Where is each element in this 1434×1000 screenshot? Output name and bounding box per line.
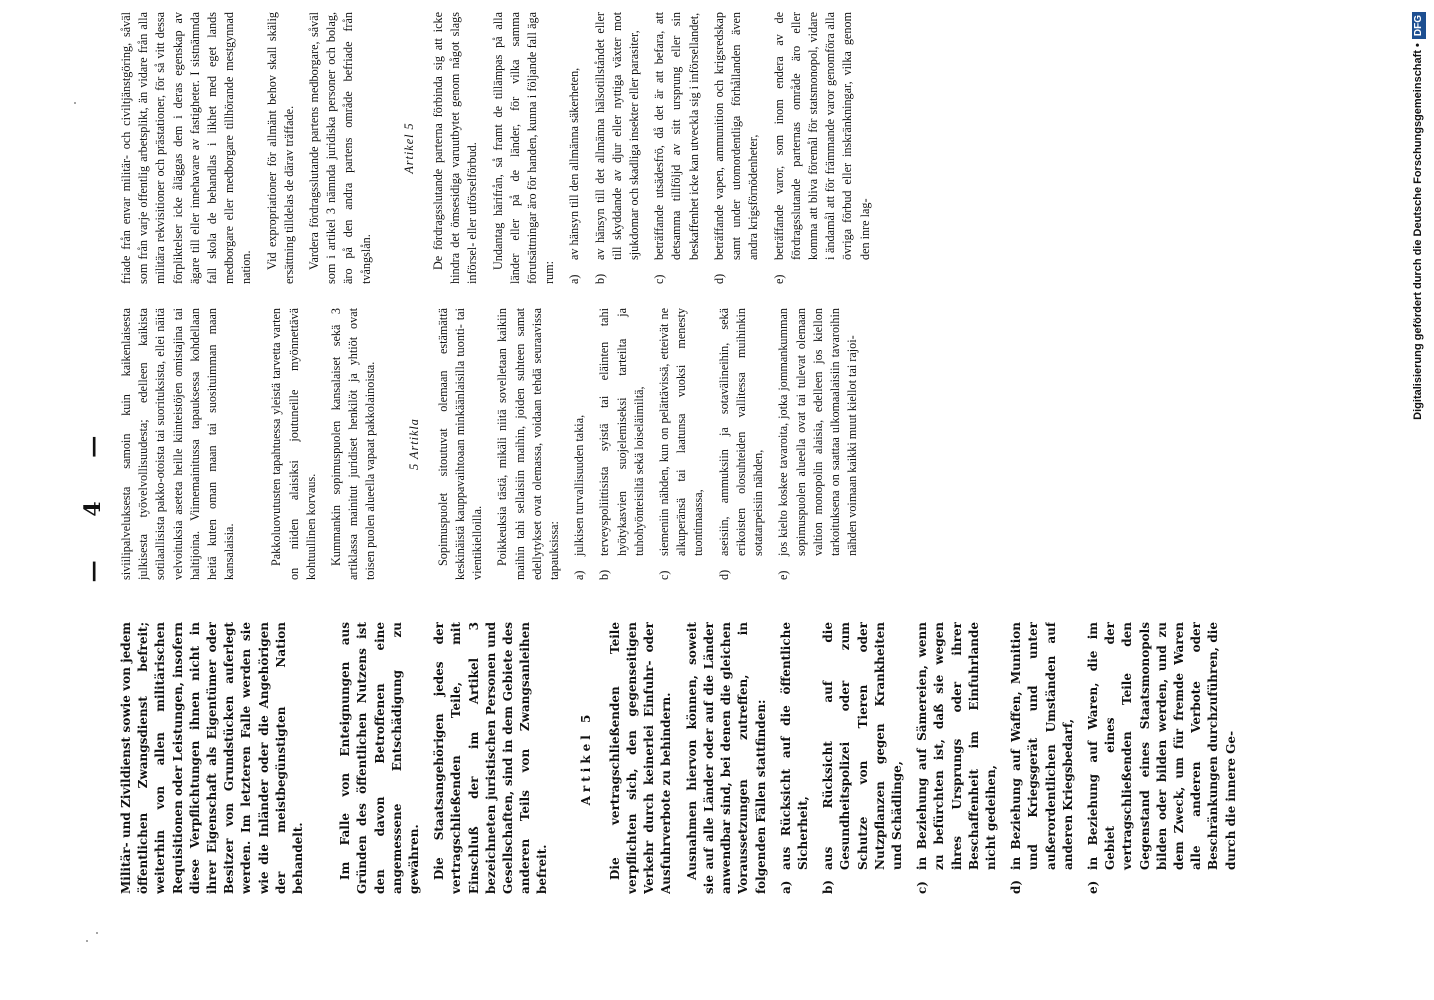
- german-column: [118, 622, 1298, 894]
- dfg-logo-badge: DFG: [1412, 12, 1426, 39]
- scan-speck: [74, 102, 76, 104]
- item-text: in Beziehung auf Waffen, Munition und Kriegsgerät und unter außerordentlichen Umständen auf anderen Kriegsbedarf,: [1009, 622, 1075, 870]
- finnish-paragraph-3: Kummankin sopimuspuolen kansalaiset sekä 3 artiklassa mainitut juridiset henkilöt ja yhtiöt ovat toisen puolen alueella vapaat pakkolainoista.: [329, 308, 378, 580]
- swedish-article-heading: Artikel 5: [401, 122, 416, 174]
- item-label: a): [567, 274, 582, 284]
- sidebar-credit-text: Digitalisierung gefördert durch die Deutsche Forschungsgemeinschaft •: [1412, 43, 1424, 420]
- german-list-item: [1008, 622, 1077, 894]
- german-paragraph-1: Militär- und Zivildienst sowie von jedem öffentlichen Zwangsdienst befreit; weiterhin von allen militärischen Requisitionen oder Leistungen, insofern diese Verpflichtungen ihnen nicht in ihrer Eigenschaft als Eigentümer oder Besitzer von Grundstücken auferlegt werden. Im letzteren Falle werden sie wie die Inländer oder die Angehörigen der meistbegünstigten Nation behandelt.: [119, 622, 306, 894]
- item-text: av hänsyn till den allmänna säkerheten,: [567, 67, 582, 260]
- finnish-paragraph-1: siviilipalveluksesta samoin kuin kaikenlaisesta julkisesta työvelvollisuudesta; edelleen kaikista sotilaallisista pakko-otoista tai suorituksista, ellei näitä velvoituksia aseteta heille kiinteistöjen omistajina tai haltijoina. Viimemainitussa tapauksessa kohdellaan heitä kuten oman maan tai suosituimman maan kansalaisia.: [119, 308, 237, 580]
- german-article-heading: Artikel 5: [578, 710, 593, 806]
- item-label: b): [597, 569, 612, 580]
- page-number: — 4 —: [80, 417, 106, 583]
- finnish-paragraph-5: Poikkeuksia tästä, mikäli niitä sovelletaan kaikiin maihin tahi sellaisiin maihin, joiden suhteen samat edellytykset ovat olemassa, voidaan tehdä seuraavissa tapauksissa:: [495, 308, 562, 580]
- swedish-paragraph-5: Undantag härifrån, så framt de tillämpas på alla länder eller på de länder, för vilka samma förutsättningar äro för handen, kunna i följande fall äga rum:: [490, 12, 557, 284]
- finnish-article-heading: 5 Artikla: [406, 418, 421, 470]
- finnish-paragraph-4: Sopimuspuolet sitoutuvat olemaan estämättä keskinäistä kauppavaihtoaan minkäänlaisilla tuonti- tai vientikielloilla.: [435, 308, 485, 580]
- item-text: julkisen turvallisuuden takia,: [572, 414, 587, 556]
- finnish-list-item: [656, 308, 708, 580]
- item-text: in Beziehung auf Waren, die im Gebiet eines der vertragschließenden Teile den Gegenstand eines Staatsmonopols bilden oder bilden werden, und zu dem Zweck, um für fremde Waren alle anderen Verbote oder Beschränkungen durchzuführen, die durch die innere Ge-: [1085, 622, 1238, 870]
- item-label: c): [657, 570, 672, 580]
- item-label: a): [572, 570, 587, 580]
- item-label: e): [771, 274, 786, 284]
- item-label: b): [592, 273, 607, 284]
- item-label: d): [716, 569, 731, 580]
- item-label: d): [1009, 879, 1024, 894]
- german-list-item: [778, 622, 812, 894]
- item-label: a): [778, 880, 793, 894]
- german-list-item: [820, 622, 906, 894]
- item-text: aus Rücksicht auf die öffentliche Sicherheit,: [778, 622, 810, 870]
- german-list-item: [914, 622, 1000, 894]
- german-paragraph-3: Die Staatsangehörigen jedes der vertragschließenden Teile, mit Einschluß der im Artikel 3 bezeichneten juristischen Personen und Gesellschaften, sind in dem Gebiete des anderen Teils von Zwangsanleihen befreit.: [432, 622, 550, 894]
- german-paragraph-2: Im Falle von Enteignungen aus Gründen des öffentlichen Nutzens ist den davon Betroffenen eine angemessene Entschädigung zu gewähren.: [338, 622, 422, 894]
- item-text: siemeniin nähden, kun on pelättävissä, etteivät ne alkuperänsä tai laatunsa vuoksi menesty tuontimaassa,: [657, 308, 706, 556]
- swedish-paragraph-3: Vardera fördragsslutande partens medborgare, såväl som i artikel 3 nämnda juridiska personer och bolag, äro på den andra partens område befriade från tvångslån.: [307, 12, 373, 284]
- swedish-paragraph-1: friade från envar militär- och civiltjänstgöring, såväl som från varje offentlig arbetsplikt, än vidare från alla militära rekvisitioner och prästationer, för så vitt dessa förpliktelser icke åläggas dem i deras egenskap av ägare till eller innehavare av fastigheter. I sistnämnda fall skola de behandlas i likhet med eget lands medborgare eller medborgare tillhörande mestgynnad nation.: [119, 12, 254, 284]
- item-text: jos kielto koskee tavaroita, jotka jommankumman sopimuspuolen alueella ovat tai tulevat olemaan valtion monopolin alaisia, edelleen jos kiellon tarkoituksena on saattaa ulkomaalaisiin tavaroihin nähden voimaan kaikki muut kiellot tai rajoi-: [776, 308, 860, 556]
- swedish-list-item: [771, 12, 874, 284]
- item-text: beträffande utsädesfrö, då det är att befara, att detsamma tillföljd av sitt ursprung eller sin beskaffenhet icke kan utveckla sig i införsellandet,: [652, 12, 701, 260]
- scan-speck: [86, 940, 88, 942]
- item-text: av hänsyn till det allmänna hälsotillståndet eller till skyddande av djur eller nyttiga växter mot sjukdomar och skadliga insekter eller parasiter,: [592, 12, 642, 260]
- swedish-list-item: [592, 12, 644, 284]
- scan-speck: [96, 932, 98, 934]
- finnish-list-item: [571, 308, 588, 580]
- finnish-paragraph-2: Pakkoluovutusten tapahtuessa yleistä tarvetta varten on niiden alaisiksi joutuneille myönnettävä kohtuullinen korvaus.: [269, 308, 318, 580]
- spacer: [315, 622, 337, 894]
- item-label: c): [915, 881, 930, 894]
- item-text: in Beziehung auf Sämereien, wenn zu befürchten ist, daß sie wegen ihres Ursprungs oder ihrer Beschaffenheit im Einfuhrlande nicht gedeihen,: [915, 622, 998, 870]
- digitization-sidebar: [1408, 0, 1428, 1000]
- german-list-item: [1085, 622, 1240, 894]
- finnish-list-item: [716, 308, 768, 580]
- swedish-paragraph-2: Vid expropriationer för allmänt behov skall skälig ersättning tilldelas de därav träffade.: [264, 12, 296, 284]
- item-label: b): [821, 879, 836, 894]
- item-text: terveyspoliittisista syistä tai eläinten tahi hyötykasvien suojelemiseksi tarteilta ja tuhohyönteisiltä sekä loiseläimiltä,: [597, 308, 646, 556]
- german-paragraph-4: Die vertragschließenden Teile verpflichten sich, den gegenseitigen Verkehr durch keinerlei Einfuhr- oder Ausfuhrverbote zu behindern.: [607, 622, 674, 894]
- finnish-list-item: [596, 308, 648, 580]
- sidebar-credit: [1408, 0, 1428, 1000]
- finnish-list-item: [775, 308, 861, 580]
- swedish-list-item: [566, 12, 583, 284]
- swedish-paragraph-4: De fördragsslutande parterna förbinda sig att icke hindra det ömsesidiga varuutbytet genom något slags införsel- eller utförselförbud.: [431, 12, 480, 284]
- swedish-list-item: [711, 12, 763, 284]
- item-label: e): [1085, 880, 1100, 894]
- german-paragraph-5: Ausnahmen hiervon können, soweit sie auf alle Länder oder auf die Länder anwendbar sind, bei denen die gleichen Voraussetzungen zutreffen, in folgenden Fällen stattfinden:: [684, 622, 768, 894]
- swedish-column: [118, 12, 1298, 284]
- item-label: e): [776, 570, 791, 580]
- item-text: beträffande varor, som inom endera av de fördragsslutande parternas område äro eller komma att bliva föremål för statsmonopol, vidare i ändamål att för främmande varor genomföra alla övriga förbud eller inskränkningar, vilka genom den inre lag-: [771, 12, 872, 260]
- item-label: c): [652, 274, 667, 284]
- item-text: aus Rücksicht auf die Gesundheitspolizei oder zum Schutze von Tieren oder Nutzpflanzen gegen Krankheiten und Schädlinge,: [821, 622, 904, 870]
- item-text: beträffande vapen, ammunition och krigsredskap samt under utomordentliga förhållanden även andra krigsförnödenheter,: [711, 12, 761, 260]
- swedish-list-item: [651, 12, 703, 284]
- item-text: aseisiin, ammuksiin ja sotavälineihin, sekä erikoisten olosuhteiden vallitessa muihinkin sotatarpeisiin nähden,: [716, 308, 766, 556]
- spacer: [246, 308, 268, 580]
- item-label: d): [711, 273, 726, 284]
- finnish-column: [118, 308, 1298, 580]
